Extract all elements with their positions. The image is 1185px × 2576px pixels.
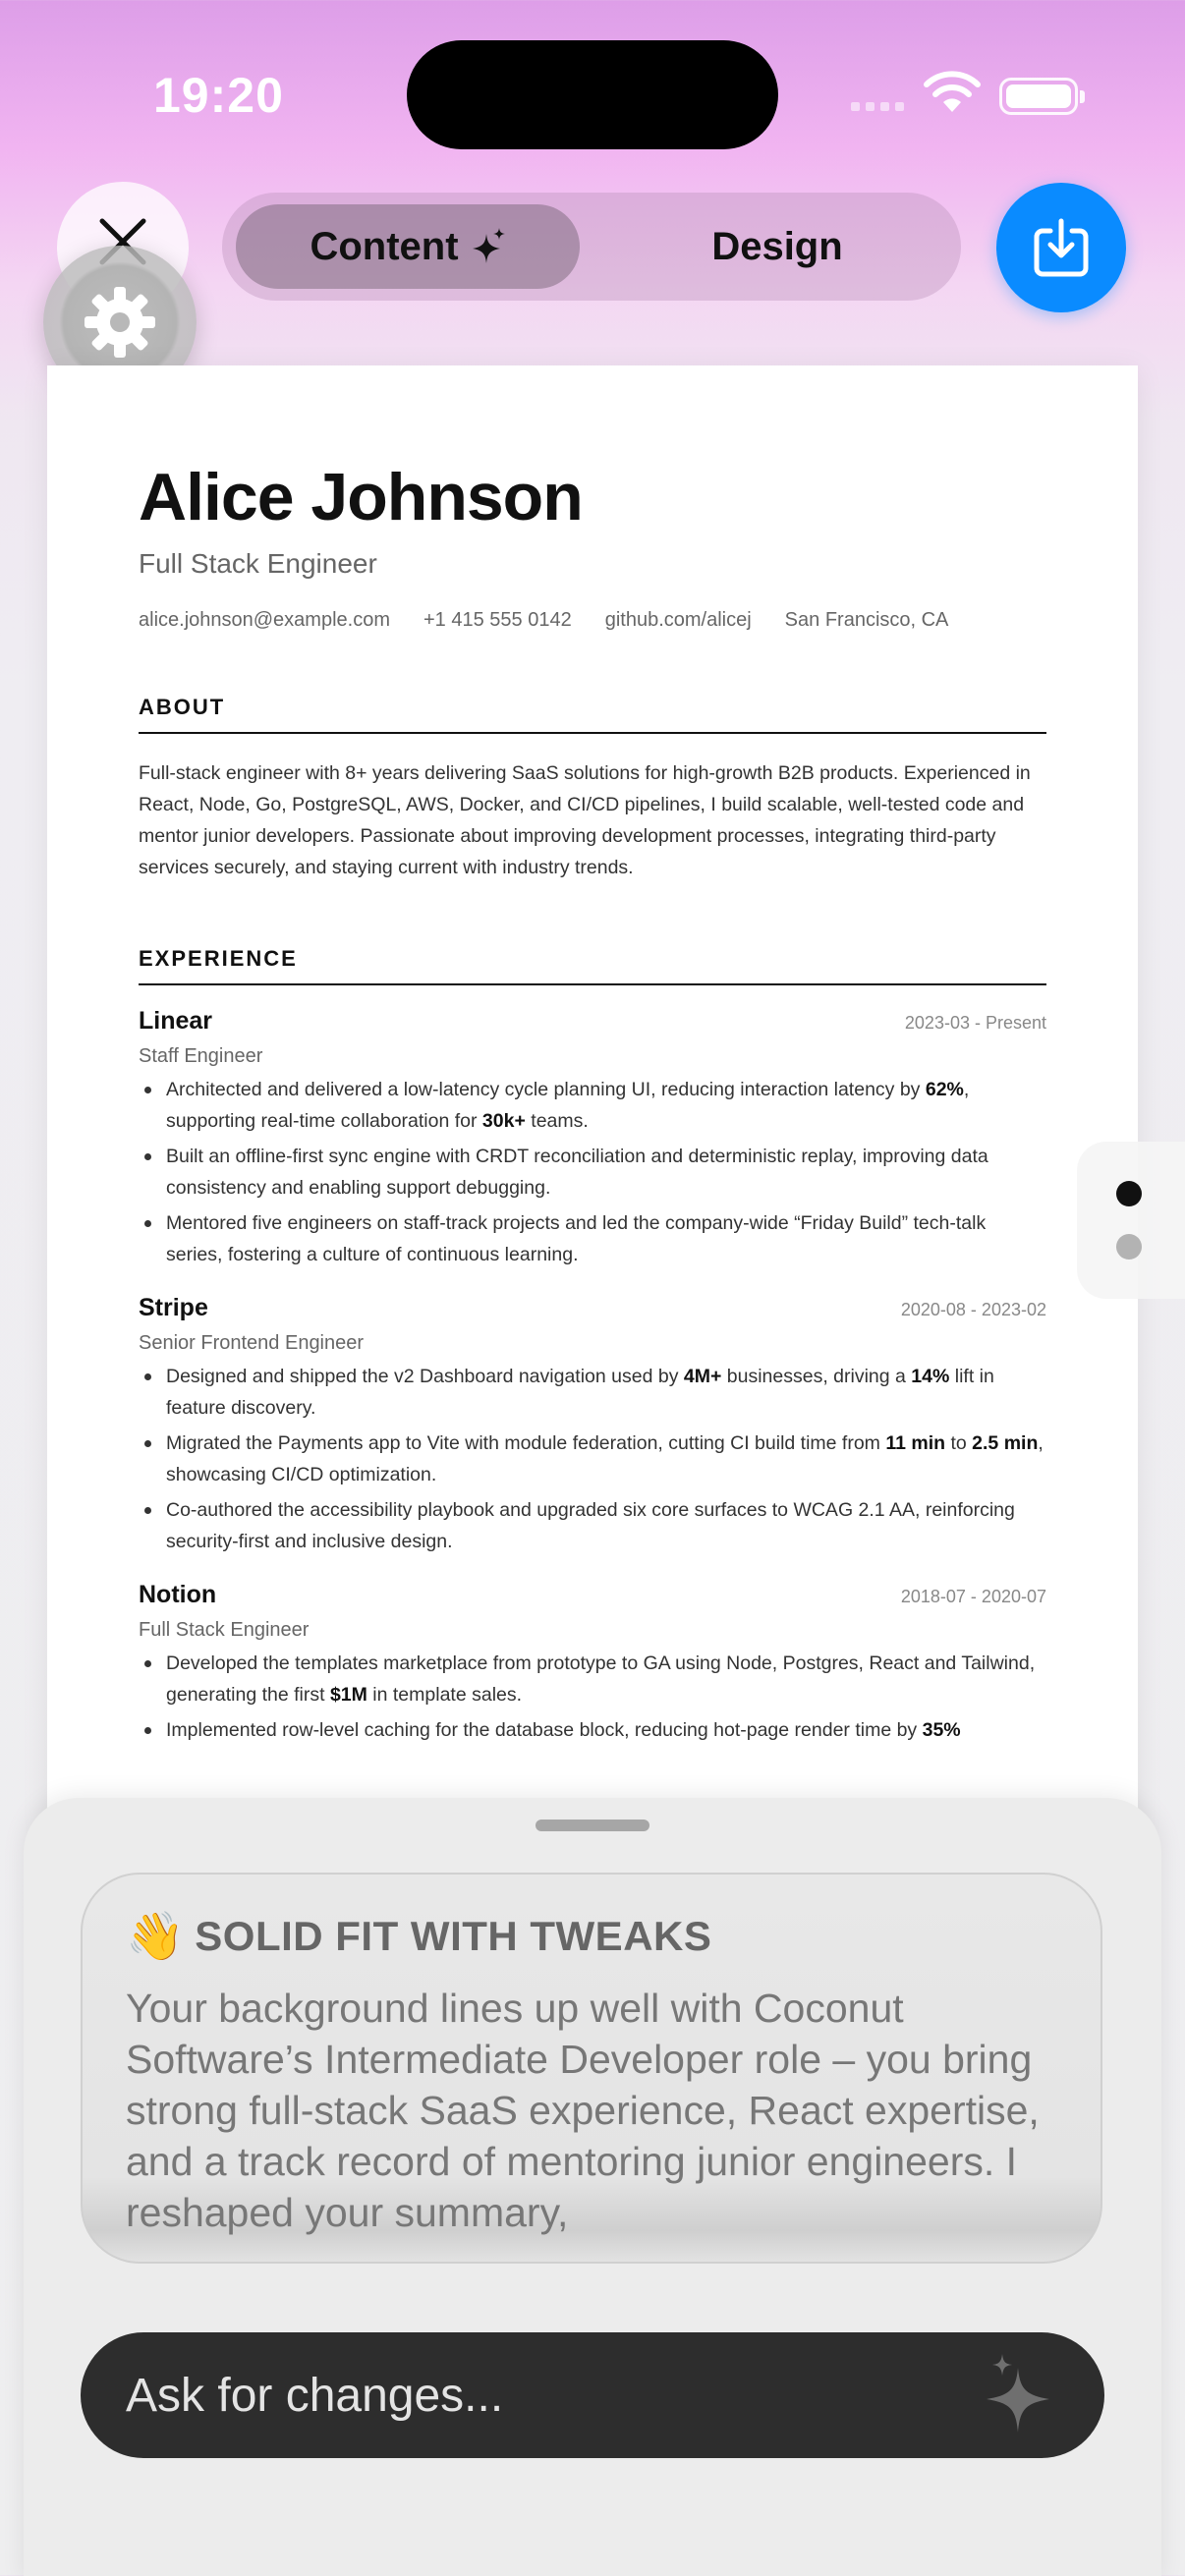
page-indicator[interactable]: [1077, 1142, 1185, 1299]
contact-email: alice.johnson@example.com: [139, 609, 390, 631]
resume-preview[interactable]: [47, 365, 1138, 1839]
job-bullet: [139, 1648, 1046, 1710]
ai-message: Your background lines up well with Coconut Software’s Intermediate Developer role – you bring strong full-stack SaaS experience, React expertise, and a track record of mentoring junior engineers. I reshaped your summary,: [126, 1986, 1040, 2235]
sheet-grabber[interactable]: [536, 1820, 649, 1831]
highlight-metric: $1M: [329, 1684, 367, 1706]
about-heading: ABOUT: [139, 695, 1046, 734]
highlight-metric: 2.5 min: [972, 1432, 1039, 1454]
ask-input[interactable]: [126, 2332, 931, 2458]
gear-icon: [81, 283, 159, 362]
bullet-text: Implemented row-level caching for the database block, reducing hot-page render time by: [166, 1719, 923, 1741]
contact-phone: +1 415 555 0142: [423, 609, 572, 631]
experience-header: [139, 1007, 1046, 1036]
contact-location: San Francisco, CA: [784, 609, 949, 631]
job-bullets: [139, 1648, 1046, 1746]
bullet-text: Built an offline-first sync engine with CRDT reconciliation and deterministic replay, improving data consistency and enabling support debugging.: [166, 1146, 988, 1199]
bullet-text: businesses, driving a: [721, 1366, 912, 1387]
wifi-icon: [924, 71, 981, 114]
job-bullet: [139, 1361, 1046, 1424]
resume-title: Full Stack Engineer: [139, 548, 377, 579]
about-text: Full-stack engineer with 8+ years delivering SaaS solutions for high-growth B2B products. Experienced in React, Node, Go, PostgreSQL, AWS, Docker, and CI/CD pipelines, I build scalable, well-tested code and mentor junior developers. Passionate about improving development processes, integrating third-party services securely, and staying current with industry trends.: [139, 762, 1031, 878]
sparkle-icon: [473, 228, 506, 265]
experience-header: [139, 1581, 1046, 1609]
highlight-metric: 4M+: [683, 1366, 722, 1387]
bullet-text: Architected and delivered a low-latency cycle planning UI, reducing interaction latency by: [166, 1079, 926, 1100]
company-name: Stripe: [139, 1294, 208, 1321]
battery-icon: [999, 78, 1078, 115]
download-button[interactable]: [996, 183, 1126, 312]
bullet-text: Migrated the Payments app to Vite with module federation, cutting CI build time from: [166, 1432, 886, 1454]
ai-summary-card[interactable]: [81, 1873, 1102, 2264]
bullet-text: lift in feature discovery.: [166, 1366, 994, 1419]
job-bullet: [139, 1074, 1046, 1137]
job-dates: 2023-03 - Present: [904, 1013, 1046, 1033]
job-role: Senior Frontend Engineer: [139, 1332, 365, 1354]
fit-verdict: [126, 1908, 711, 1964]
bullet-text: , supporting real-time collaboration for: [166, 1079, 970, 1132]
mode-toggle: [222, 193, 961, 301]
tab-content[interactable]: [236, 204, 580, 289]
download-icon: [1033, 217, 1090, 278]
job-bullet: [139, 1428, 1046, 1490]
bullet-text: Designed and shipped the v2 Dashboard navigation used by: [166, 1366, 684, 1387]
job-role: Staff Engineer: [139, 1045, 263, 1067]
experience-entry: [139, 1294, 1046, 1557]
fit-verdict-label: SOLID FIT WITH TWEAKS: [195, 1912, 712, 1959]
ask-bar: [81, 2332, 1104, 2458]
cellular-signal-icon: [851, 102, 904, 111]
bullet-text: , showcasing CI/CD optimization.: [166, 1432, 1044, 1485]
bullet-text: Mentored five engineers on staff-track projects and led the company-wide “Friday Build” tech-talk series, fostering a culture of continuous learning.: [166, 1212, 987, 1265]
bullet-text: Developed the templates marketplace from prototype to GA using Node, Postgres, React and Tailwind, generating the first: [166, 1652, 1036, 1706]
waving-hand-icon: 👋: [126, 1911, 186, 1963]
bullet-text: to: [945, 1432, 973, 1454]
job-role: Full Stack Engineer: [139, 1619, 310, 1641]
experience-heading: EXPERIENCE: [139, 946, 1046, 985]
bullet-text: in template sales.: [367, 1684, 523, 1706]
tab-content-label: Content: [310, 224, 459, 268]
highlight-metric: 35%: [922, 1719, 961, 1741]
job-bullets: [139, 1074, 1046, 1270]
contact-row: [139, 609, 1046, 632]
contact-github: github.com/alicej: [604, 609, 752, 631]
sparkle-icon[interactable]: [979, 2354, 1061, 2436]
experience-entry: [139, 1581, 1046, 1746]
job-dates: 2020-08 - 2023-02: [900, 1300, 1046, 1319]
page-dot-2[interactable]: [1116, 1234, 1142, 1260]
assistant-sheet: [24, 1798, 1161, 2576]
dynamic-island: [407, 40, 778, 149]
page-dot-1[interactable]: [1116, 1181, 1142, 1206]
bullet-text: teams.: [525, 1110, 589, 1132]
company-name: Notion: [139, 1581, 217, 1608]
highlight-metric: 62%: [925, 1079, 964, 1100]
status-time: 19:20: [153, 68, 284, 123]
bullet-text: Co-authored the accessibility playbook and upgraded six core surfaces to WCAG 2.1 AA, reinforcing security-first and inclusive design.: [166, 1499, 1015, 1552]
job-dates: 2018-07 - 2020-07: [900, 1587, 1046, 1606]
experience-entry: [139, 1007, 1046, 1270]
highlight-metric: 11 min: [885, 1432, 946, 1454]
job-bullets: [139, 1361, 1046, 1557]
job-bullet: [139, 1494, 1046, 1557]
highlight-metric: 30k+: [481, 1110, 526, 1132]
job-bullet: [139, 1141, 1046, 1204]
tab-design[interactable]: Design: [711, 224, 843, 268]
company-name: Linear: [139, 1007, 213, 1035]
experience-header: [139, 1294, 1046, 1322]
resume-name: Alice Johnson: [139, 460, 583, 534]
highlight-metric: 14%: [911, 1366, 950, 1387]
job-bullet: [139, 1714, 1046, 1746]
job-bullet: [139, 1207, 1046, 1270]
experience-list: [139, 1007, 1046, 1746]
